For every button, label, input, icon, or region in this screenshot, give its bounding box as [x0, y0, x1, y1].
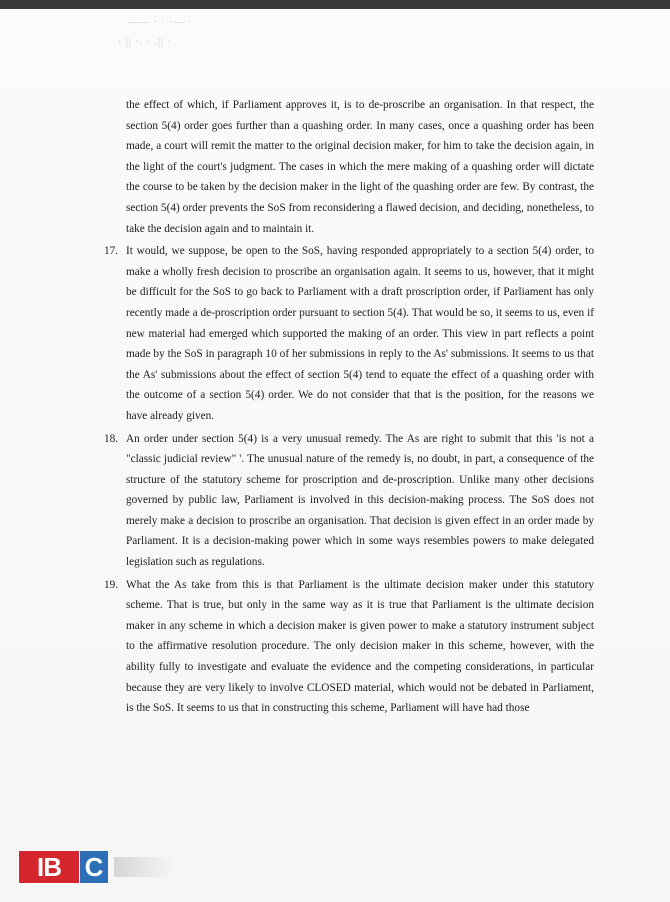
watermark-logo-blue: C — [80, 851, 108, 883]
paragraph-text: An order under section 5(4) is a very unusual remedy. The As are right to submit that this 'is not a "classic judicial review" '. The unusual nature of the remedy is, no doubt, in part, a consequence of the structure of the statutory scheme for proscription and de-proscription. Unlike many other decisions governed by public law, Parliament is involved in this decision-making process. The SoS does not merely make a decision to proscribe an organisation. That decision is given effect in an order made by Parliament. It is a decision-making power which in some ways resembles powers to make delegated legislation such as regulations. — [126, 432, 594, 569]
paragraph-text: What the As take from this is that Parliament is the ultimate decision maker under this statutory scheme. That is true, but only in the same way as it is true that Parliament is the ultimate decision maker in any scheme in which a decision maker is given power to make a statutory instrument subject to the affirmative resolution procedure. The only decision maker in this scheme, however, with the ability fully to investigate and evaluate the evidence and the competing considerations, in particular because they are very likely to involve CLOSED material, which would not be debated in Parliament, is the SoS. It seems to us that in constructing this scheme, Parliament will have had those — [126, 578, 594, 715]
watermark-logo-red: IB — [18, 850, 80, 884]
viewer-top-bar — [0, 0, 670, 9]
paragraph-number: 19. — [104, 578, 119, 591]
watermark-logo — [18, 850, 174, 884]
paragraph-text: the effect of which, if Parliament approves it, is to de-proscribe an organisation. In that respect, the section 5(4) order goes further than a quashing order. In many cases, once a quashing order has been made, a court will remit the matter to the original decision maker, for him to take the decision again, in the light of the court's judgment. The cases in which the mere making of a quashing order will dictate the course to be taken by the decision maker in the light of the quashing order are few. By contrast, the section 5(4) order prevents the SoS from reconsidering a flawed decision, and deciding, nonetheless, to take the decision again and to maintain it. — [126, 99, 594, 235]
paragraph-17 — [104, 241, 594, 426]
paragraph-text: It would, we suppose, be open to the SoS, having responded appropriately to a section 5(4) order, to make a wholly fresh decision to proscribe an organisation again. It seems to us, however, that it might be difficult for the SoS to go back to Parliament with a draft proscription order, if Parliament has only recently made a de-proscription order pursuant to section 5(4). That would be so, it seems to us, even if new material had emerged which supported the making of an order. This view in part reflects a point made by the SoS in paragraph 10 of her submissions in reply to the As' submissions. It seems to us that the As' submissions about the effect of section 5(4) tend to equate the effect of a quashing order with the outcome of a section 5(4) order. We do not consider that that is the position, for the reasons we have already given. — [126, 245, 594, 422]
faded-header-artifact: —— · · ·— · — [128, 17, 193, 28]
paragraph-18 — [104, 429, 594, 573]
paragraph-continued — [104, 95, 594, 239]
paragraph-number: 18. — [104, 432, 119, 445]
paragraph-19 — [104, 575, 594, 719]
faded-header-artifact-2: · || ·. · .|| · — [118, 37, 172, 48]
paragraph-number: 17. — [104, 245, 119, 258]
document-body — [104, 95, 594, 721]
watermark-logo-fade — [114, 857, 174, 877]
